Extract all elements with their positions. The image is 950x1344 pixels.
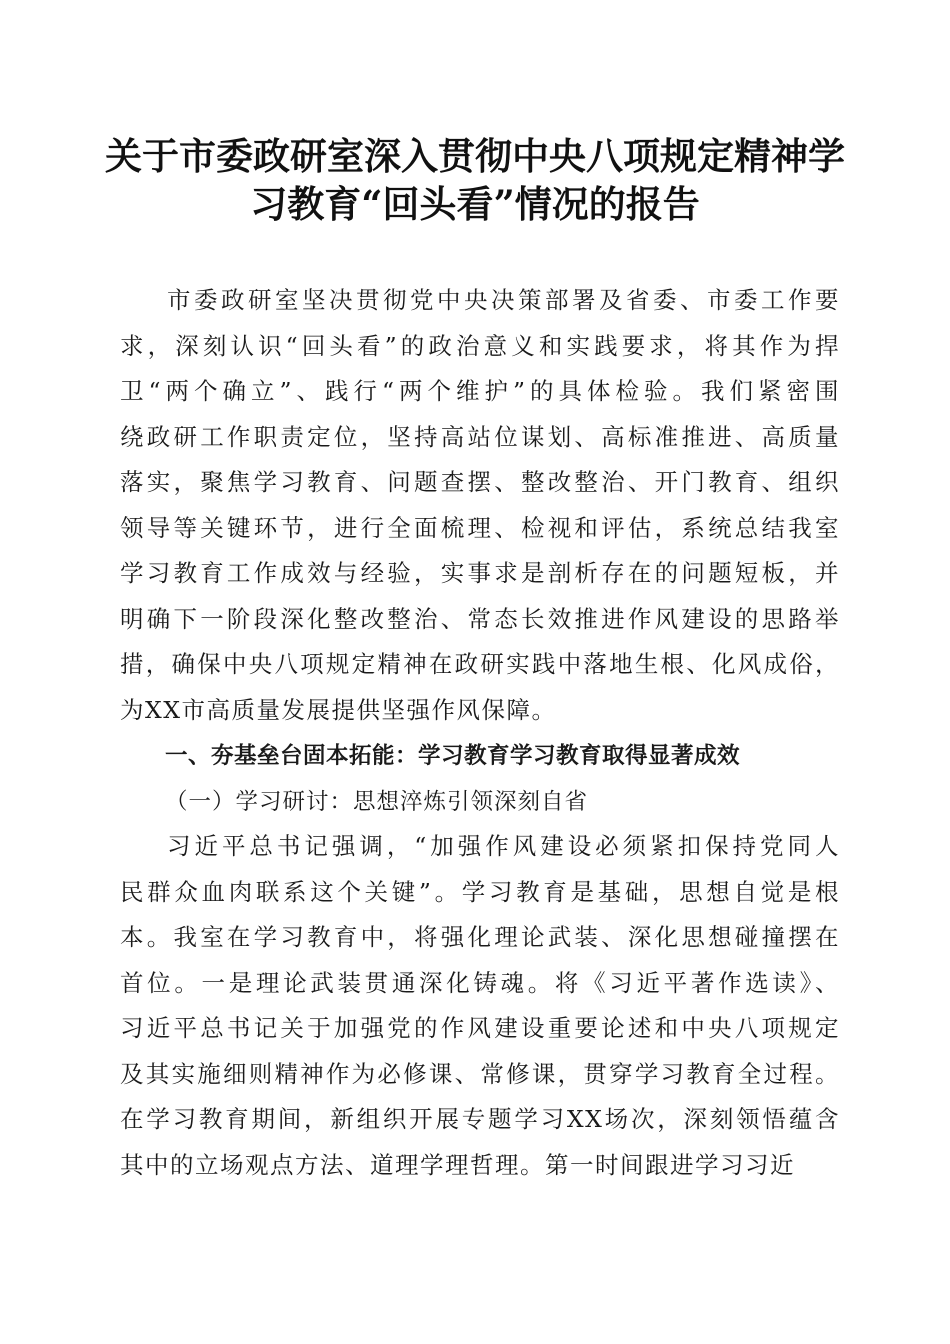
intro-line: 措，确保中央八项规定精神在政研实践中落地生根、化风成俗， <box>120 650 840 678</box>
body-line: 其中的立场观点方法、道理学理哲理。第一时间跟进学习习近 <box>120 1150 795 1179</box>
intro-line: 求，深刻认识“回头看”的政治意义和实践要求，将其作为捍 <box>120 331 840 360</box>
body-line: 习近平总书记强调，“加强作风建设必须紧扣保持党同人 <box>167 832 840 860</box>
title-line-1: 关于市委政研室深入贯彻中央八项规定精神学 <box>105 134 845 178</box>
intro-line: 落实，聚焦学习教育、问题查摆、整改整治、开门教育、组织 <box>120 468 840 496</box>
title-line-2: 习教育“回头看”情况的报告 <box>250 182 700 226</box>
body-line: 民群众血肉联系这个关键”。学习教育是基础，思想自觉是根 <box>120 877 840 906</box>
section-heading-1: 一、夯基垒台固本拓能：学习教育学习教育取得显著成效 <box>165 743 741 769</box>
intro-line: 领导等关键环节，进行全面梳理、检视和评估，系统总结我室 <box>120 513 840 542</box>
intro-line: 为XX市高质量发展提供坚强作风保障。 <box>120 695 557 724</box>
intro-line: 市委政研室坚决贯彻党中央决策部署及省委、市委工作要 <box>167 286 840 314</box>
subsection-heading-1: （一）学习研讨：思想淬炼引领深刻自省 <box>165 789 589 815</box>
body-line: 首位。一是理论武装贯通深化铸魂。将《习近平著作选读》、 <box>120 968 840 997</box>
intro-paragraph <box>120 278 840 733</box>
body-line: 习近平总书记关于加强党的作风建设重要论述和中央八项规定 <box>120 1014 840 1042</box>
body-line: 在学习教育期间，新组织开展专题学习XX场次，深刻领悟蕴含 <box>120 1105 840 1133</box>
body-line: 本。我室在学习教育中，将强化理论武装、深化思想碰撞摆在 <box>120 923 840 951</box>
body-paragraph <box>120 824 840 1188</box>
document-body <box>120 278 840 1188</box>
document-title <box>100 132 850 228</box>
intro-line: 绕政研工作职责定位，坚持高站位谋划、高标准推进、高质量 <box>120 422 840 451</box>
intro-line: 卫“两个确立”、践行“两个维护”的具体检验。我们紧密围 <box>120 377 840 405</box>
intro-line: 学习教育工作成效与经验，实事求是剖析存在的问题短板，并 <box>120 559 840 587</box>
body-line: 及其实施细则精神作为必修课、常修课，贯穿学习教育全过程。 <box>120 1059 840 1088</box>
intro-line: 明确下一阶段深化整改整治、常态长效推进作风建设的思路举 <box>120 604 840 633</box>
